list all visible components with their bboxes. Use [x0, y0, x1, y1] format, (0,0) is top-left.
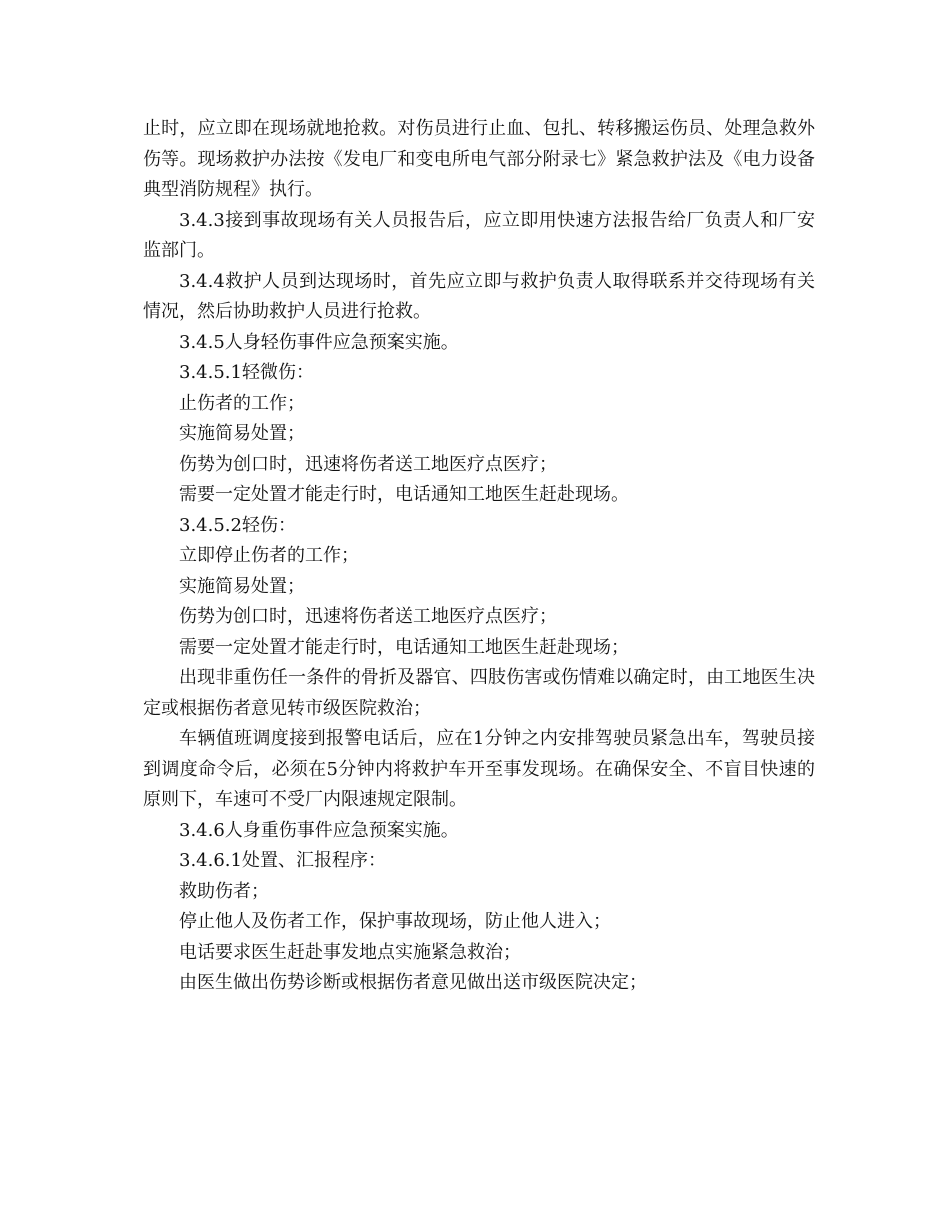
paragraph-3-4-6-1-heading: 3.4.6.1处置、汇报程序： [179, 850, 386, 871]
paragraph-3-4-6-heading: 3.4.6人身重伤事件应急预案实施。 [179, 819, 459, 841]
list-item-call-doctor: 需要一定处置才能走行时，电话通知工地医生赶赴现场。 [179, 484, 629, 505]
list-item-stop-work: 止伤者的工作； [179, 392, 305, 414]
list-item-transfer-hospital: 出现非重伤任一条件的骨折及器官、四肢伤害或伤情难以确定时，由工地医生决定或根据伤者意见转市级医院救治； [143, 667, 815, 719]
list-item-call-doctor-urgent: 电话要求医生赶赴事发地点实施紧急救治； [179, 941, 521, 963]
list-item-immediately-stop-work: 立即停止伤者的工作； [179, 545, 359, 566]
document-body [143, 114, 815, 999]
list-item-diagnosis-decision: 由医生做出伤势诊断或根据伤者意见做出送市级医院决定； [179, 972, 647, 993]
paragraph-3-4-5-heading: 3.4.5人身轻伤事件应急预案实施。 [179, 331, 459, 353]
paragraph-3-4-3: 3.4.3接到事故现场有关人员报告后，应立即用快速方法报告给厂负责人和厂安监部门。 [143, 209, 815, 261]
paragraph-emergency-rescue-procedure: 止时，应立即在现场就地抢救。对伤员进行止血、包扎、转移搬运伤员、处理急救外伤等。现场救护办法按《发电厂和变电所电气部分附录七》紧急救护法及《电力设备典型消防规程》执行。 [143, 118, 815, 200]
list-item-simple-treatment: 实施简易处置； [179, 423, 305, 444]
list-item-vehicle-dispatch: 车辆值班调度接到报警电话后，应在1分钟之内安排驾驶员紧急出车，驾驶员接到调度命令后，必须在5分钟内将救护车开至事发现场。在确保安全、不盲目快速的原则下，车速可不受厂内限速规定限制。 [143, 728, 815, 810]
paragraph-3-4-4: 3.4.4救护人员到达现场时，首先应立即与救护负责人取得联系并交待现场有关情况，然后协助救护人员进行抢救。 [143, 270, 815, 322]
paragraph-3-4-5-1-heading: 3.4.5.1轻微伤： [179, 362, 314, 383]
paragraph-3-4-5-2-heading: 3.4.5.2轻伤： [179, 514, 296, 536]
list-item-simple-treatment-2: 实施简易处置； [179, 575, 305, 597]
list-item-rescue-injured: 救助伤者； [179, 880, 269, 902]
list-item-call-doctor-2: 需要一定处置才能走行时，电话通知工地医生赶赴现场； [179, 636, 629, 658]
list-item-wound-to-clinic-2: 伤势为创口时，迅速将伤者送工地医疗点医疗； [179, 606, 557, 627]
list-item-wound-to-clinic: 伤势为创口时，迅速将伤者送工地医疗点医疗； [179, 453, 557, 475]
list-item-protect-scene: 停止他人及伤者工作，保护事故现场，防止他人进入； [179, 911, 611, 932]
